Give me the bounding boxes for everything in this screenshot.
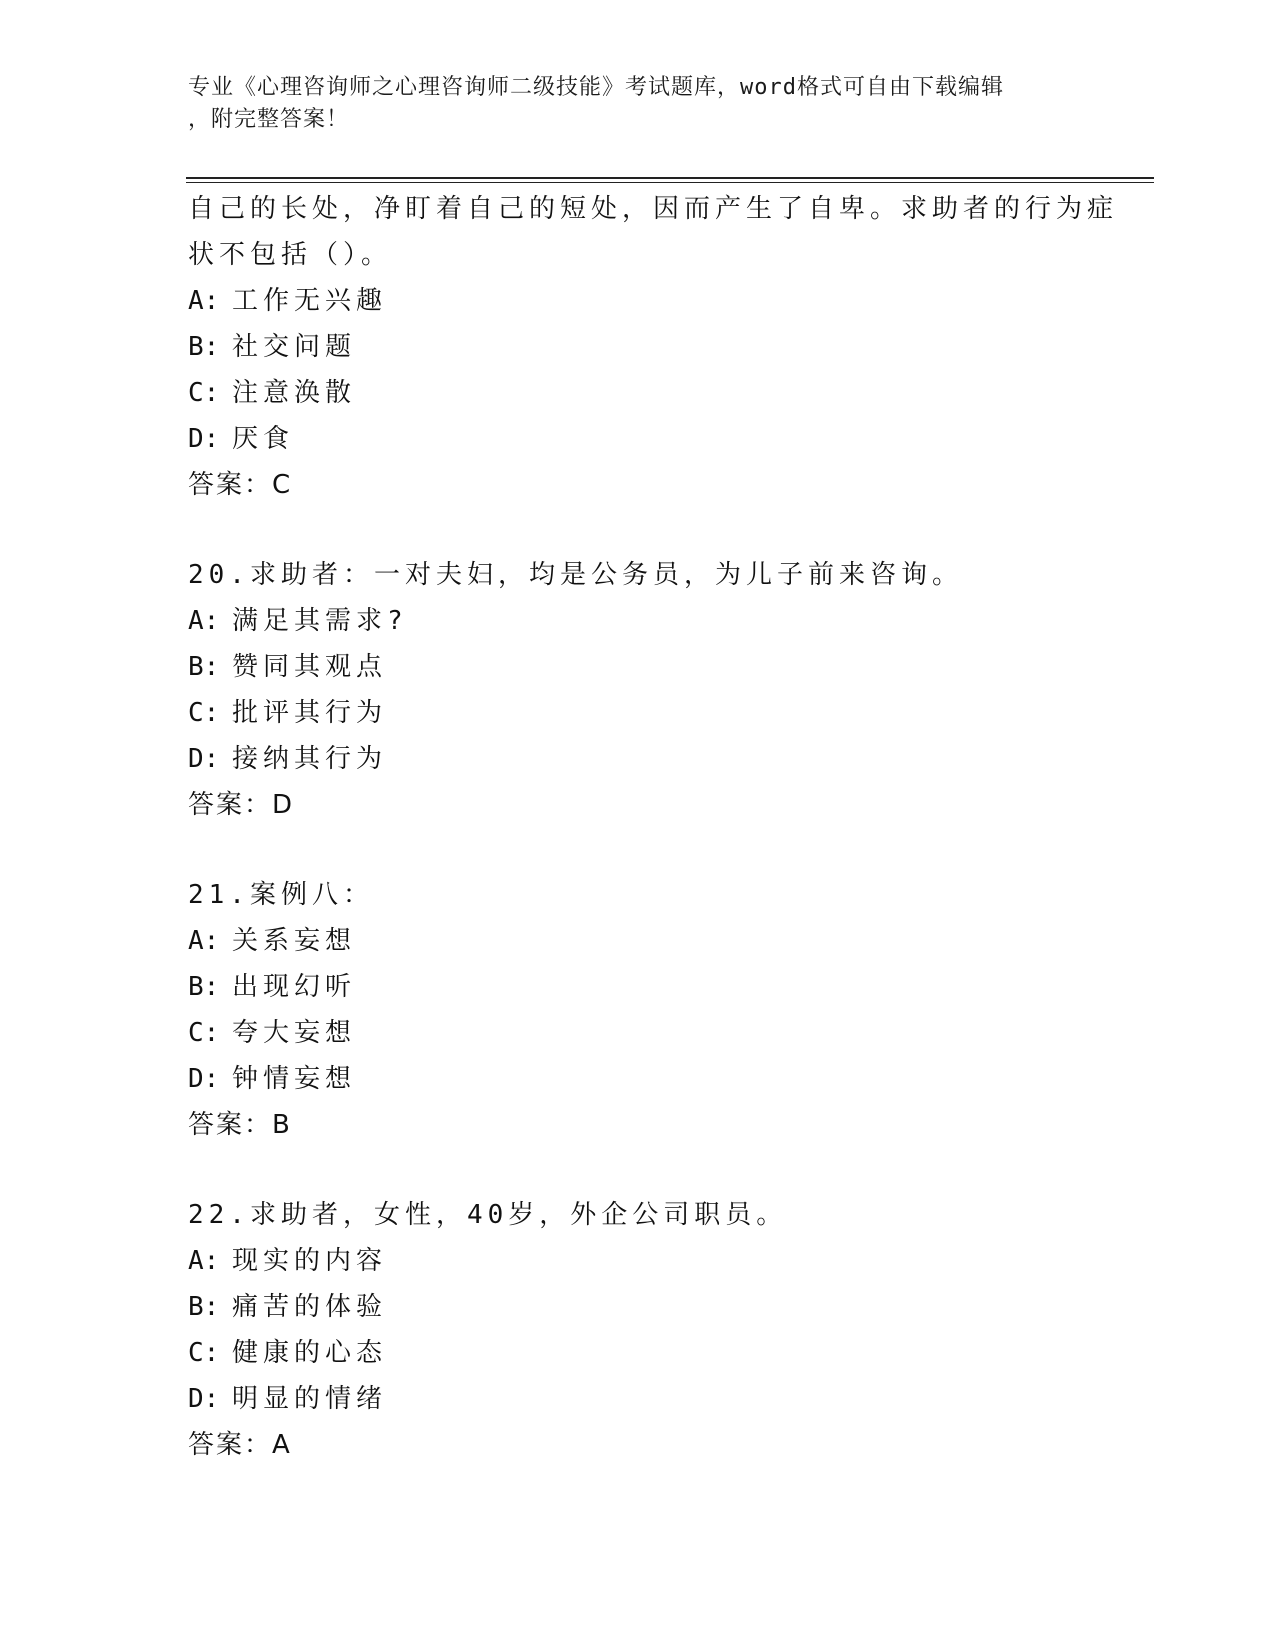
question-stem: 22.求助者，女性，40岁，外企公司职员。 [188,1200,788,1230]
option-a [188,278,1088,324]
answer-line: 答案：D [188,790,295,820]
option-text: 工作无兴趣 [232,286,388,316]
option-c [188,1010,1088,1056]
question-20 [188,552,1088,828]
option-d [188,1376,1088,1422]
option-d [188,736,1088,782]
option-b [188,1284,1088,1330]
option-c [188,690,1088,736]
question-stem-line: 自己的长处，净盯着自己的短处，因而产生了自卑。求助者的行为症 [188,194,1119,224]
option-text: 出现幻听 [232,972,357,1002]
option-c [188,1330,1088,1376]
header-title-line1: 专业《心理咨询师之心理咨询师二级技能》考试题库，word格式可自由下载编辑 [188,75,1004,100]
option-text: 现实的内容 [232,1246,388,1276]
answer-line: 答案：B [188,1110,292,1140]
option-letter: B: [188,652,220,682]
question-stem: 21.案例八： [188,880,374,910]
option-text: 厌食 [232,424,295,454]
option-text: 钟情妄想 [232,1064,357,1094]
option-letter: C: [188,1018,220,1048]
option-d [188,1056,1088,1102]
option-letter: D: [188,1064,220,1094]
question-list [188,186,1119,1468]
option-a [188,918,1088,964]
option-b [188,324,1088,370]
option-text: 满足其需求? [232,606,408,636]
option-text: 健康的心态 [232,1338,388,1368]
question-continued [188,186,1119,508]
header-divider-thin [186,182,1154,183]
option-letter: D: [188,424,220,454]
option-a [188,1238,1088,1284]
option-letter: B: [188,972,220,1002]
option-letter: B: [188,1292,220,1322]
option-text: 夸大妄想 [232,1018,357,1048]
option-d [188,416,1088,462]
option-letter: A: [188,1246,220,1276]
option-letter: D: [188,744,220,774]
question-stem: 20.求助者：一对夫妇，均是公务员，为儿子前来咨询。 [188,560,963,590]
option-text: 明显的情绪 [232,1384,388,1414]
option-text: 注意涣散 [232,378,357,408]
option-letter: A: [188,286,220,316]
answer-line: 答案：A [188,1430,292,1460]
option-letter: D: [188,1384,220,1414]
question-21 [188,872,1088,1148]
option-text: 社交问题 [232,332,357,362]
document-header [188,72,1068,136]
option-text: 赞同其观点 [232,652,388,682]
option-text: 接纳其行为 [232,744,388,774]
option-text: 关系妄想 [232,926,357,956]
option-letter: C: [188,698,220,728]
option-b [188,644,1088,690]
question-stem-line: 状不包括（）。 [188,240,393,270]
question-22 [188,1192,1088,1468]
header-title-line2: ，附完整答案！ [188,107,350,132]
option-a [188,598,1088,644]
option-text: 痛苦的体验 [232,1292,388,1322]
option-letter: A: [188,926,220,956]
option-letter: B: [188,332,220,362]
option-letter: C: [188,378,220,408]
option-b [188,964,1088,1010]
answer-line: 答案：C [188,470,293,500]
option-letter: C: [188,1338,220,1368]
option-c [188,370,1088,416]
header-divider-thick [186,177,1154,179]
option-text: 批评其行为 [232,698,388,728]
option-letter: A: [188,606,220,636]
